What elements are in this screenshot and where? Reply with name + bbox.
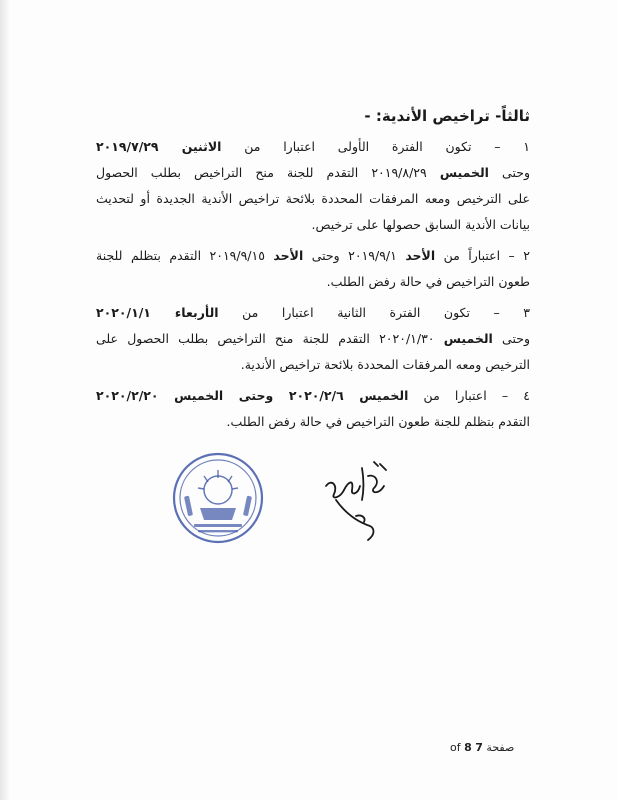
paragraph-4-line-2: التقدم بتظلم للجنة طعون التراخيص في حالة رفض الطلب. (226, 414, 530, 429)
page-current: 7 (475, 741, 483, 754)
paragraph-3-line-1: ٣ – تكون الفترة الثانية اعتبارا من الأربعاء ٢٠٢٠/١/١ (96, 305, 530, 320)
paragraph-2 (96, 243, 530, 295)
paragraph-2-line-1: ٢ – اعتباراً من الأحد ٢٠١٩/٩/١ وحتى الأحد ٢٠١٩/٩/١٥ التقدم بتظلم للجنة (96, 248, 530, 263)
document-body (96, 104, 530, 440)
page-of: of (450, 741, 461, 754)
page-label: صفحة (486, 741, 515, 754)
paragraph-2-line-2: طعون التراخيص في حالة رفض الطلب. (326, 274, 530, 289)
signature-icon (318, 456, 398, 546)
paragraph-1 (96, 134, 530, 238)
paragraph-1-line-4: بيانات الأندية السابق حصولها على ترخيص. (311, 217, 530, 232)
paragraph-3 (96, 300, 530, 378)
page-total: 8 (464, 741, 472, 754)
paragraph-1-line-2: وحتى الخميس ٢٠١٩/٨/٢٩ التقدم للجنة منح التراخيص بطلب الحصول (96, 165, 531, 180)
page-number (450, 741, 514, 754)
official-stamp-icon (170, 450, 266, 546)
section-title: ثالثاً- تراخيص الأندية: - (364, 107, 530, 125)
paragraph-3-line-3: الترخيص ومعه المرفقات المحددة بلائحة تراخيص الأندية. (240, 357, 530, 372)
paragraph-3-line-2: وحتى الخميس ٢٠٢٠/١/٣٠ التقدم للجنة منح التراخيص بطلب الحصول على (96, 331, 530, 346)
paragraph-1-line-1: ١ – تكون الفترة الأولى اعتبارا من الاثنين ٢٠١٩/٧/٢٩ (96, 139, 530, 154)
paragraph-4-line-1: ٤ – اعتبارا من الخميس ٢٠٢٠/٢/٦ وحتى الخميس ٢٠٢٠/٢/٢٠ (96, 388, 530, 403)
paragraph-1-line-3: على الترخيص ومعه المرفقات المحددة بلائحة تراخيص الأندية الجديدة أو لتحديث (96, 191, 530, 206)
paragraph-4 (96, 383, 530, 435)
